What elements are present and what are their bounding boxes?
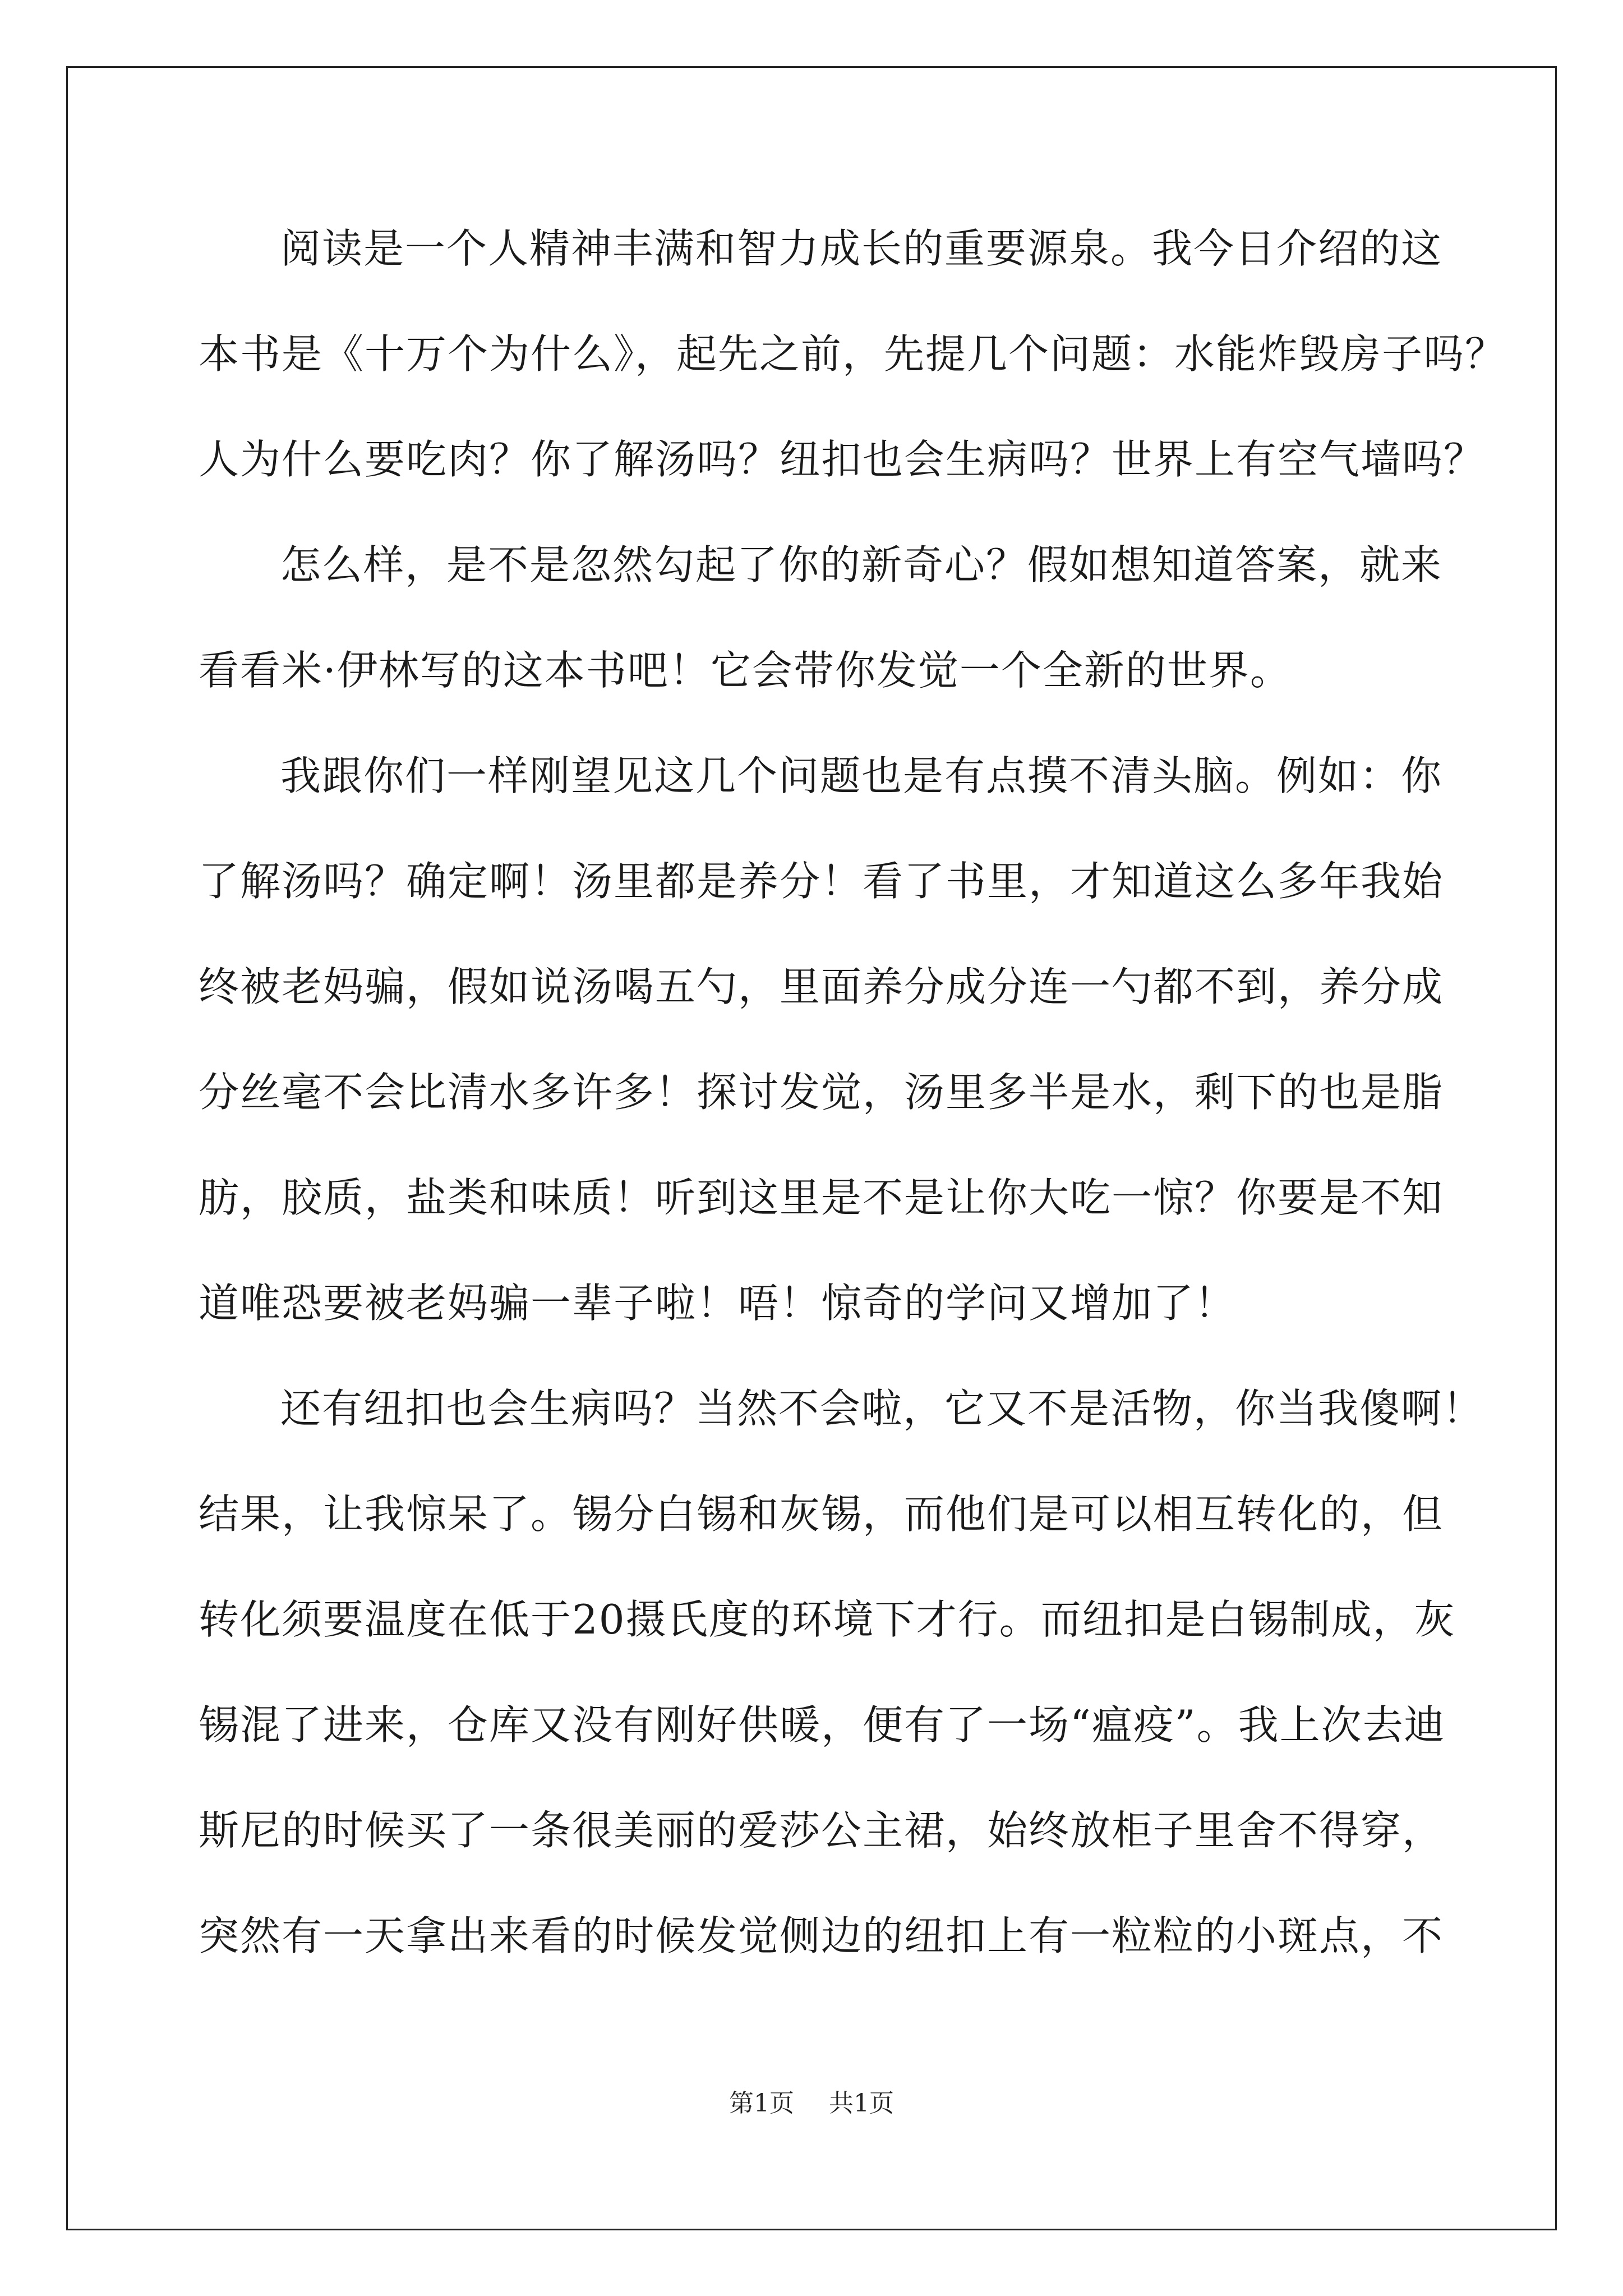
text-line: 了解汤吗？确定啊！汤里都是养分！看了书里，才知道这么多年我始 bbox=[199, 858, 1444, 905]
text-line: 锡混了进来，仓库又没有刚好供暖，便有了一场“瘟疫”。我上次去迪 bbox=[199, 1701, 1446, 1749]
text-line: 还有纽扣也会生病吗？当然不会啦，它又不是活物，你当我傻啊！ bbox=[280, 1385, 1484, 1432]
text-line: 怎么样，是不是忽然勾起了你的新奇心？假如想知道答案，就来 bbox=[280, 541, 1443, 588]
text-line: 终被老妈骗，假如说汤喝五勺，里面养分成分连一勺都不到，养分成 bbox=[199, 963, 1444, 1010]
text-line: 转化须要温度在低于20摄氏度的环境下才行。而纽扣是白锡制成，灰 bbox=[199, 1596, 1456, 1643]
text-line: 人为什么要吃肉？你了解汤吗？纽扣也会生病吗？世界上有空气墙吗？ bbox=[199, 436, 1486, 483]
page-footer bbox=[0, 2087, 1623, 2120]
text-line: 道唯恐要被老妈骗一辈子啦！唔！惊奇的学问又增加了！ bbox=[199, 1280, 1237, 1327]
text-line: 我跟你们一样刚望见这几个问题也是有点摸不清头脑。例如：你 bbox=[280, 752, 1443, 799]
text-line: 结果，让我惊呆了。锡分白锡和灰锡，而他们是可以相互转化的，但 bbox=[199, 1490, 1444, 1538]
text-line: 阅读是一个人精神丰满和智力成长的重要源泉。我今日介绍的这 bbox=[280, 225, 1443, 272]
text-line: 斯尼的时候买了一条很美丽的爱莎公主裙，始终放柜子里舍不得穿， bbox=[199, 1807, 1444, 1854]
page-total: 共1页 bbox=[829, 2089, 894, 2118]
page-number: 第1页 bbox=[729, 2089, 794, 2118]
text-line: 肪，胶质，盐类和味质！听到这里是不是让你大吃一惊？你要是不知 bbox=[199, 1174, 1444, 1221]
text-line: 分丝毫不会比清水多许多！探讨发觉，汤里多半是水，剩下的也是脂 bbox=[199, 1069, 1444, 1116]
document-body bbox=[199, 215, 1507, 2008]
text-line: 看看米·伊林写的这本书吧！它会带你发觉一个全新的世界。 bbox=[199, 647, 1292, 694]
text-line: 突然有一天拿出来看的时候发觉侧边的纽扣上有一粒粒的小斑点，不 bbox=[199, 1912, 1444, 1959]
text-line: 本书是《十万个为什么》，起先之前，先提几个问题：水能炸毁房子吗？ bbox=[199, 330, 1507, 378]
